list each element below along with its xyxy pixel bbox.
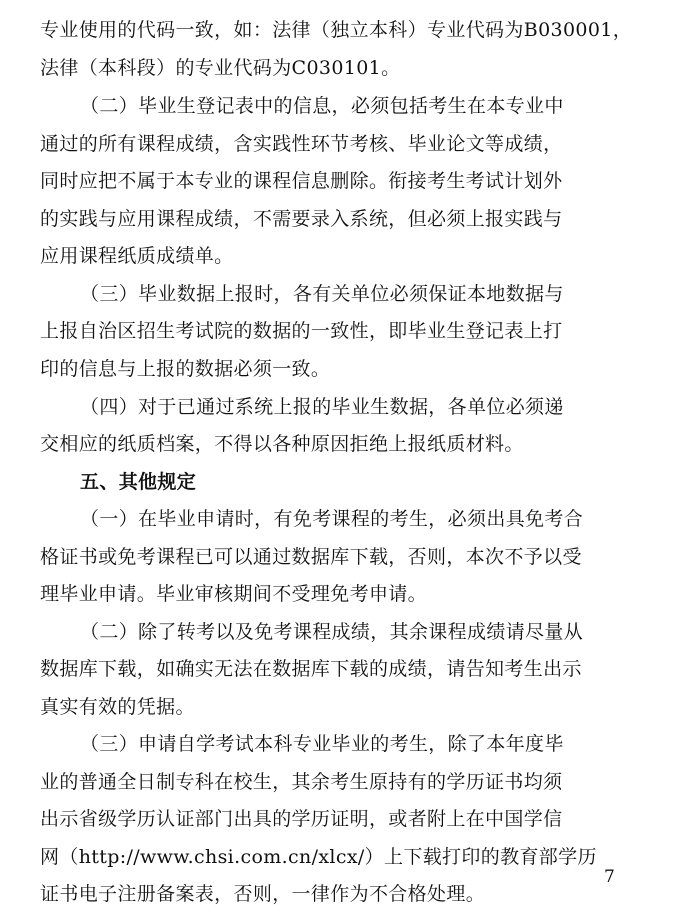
text-line: 理毕业申请。毕业审核期间不受理免考申请。	[40, 583, 428, 605]
text-line: 通过的所有课程成绩，含实践性环节考核、毕业论文等成绩，	[40, 133, 563, 155]
paragraph-start-line: （三）申请自学考试本科专业毕业的考生，除了本年度毕	[80, 733, 564, 755]
text-line: 同时应把不属于本专业的课程信息删除。衔接考生考试计划外	[40, 170, 563, 192]
text-line: 专业使用的代码一致，如：法律（独立本科）专业代码为B030001，	[40, 19, 633, 41]
section-heading: 五、其他规定	[80, 471, 197, 493]
text-line: 应用课程纸质成绩单。	[40, 245, 234, 267]
text-line: 的实践与应用课程成绩，不需要录入系统，但必须上报实践与	[40, 208, 563, 230]
text-line: 上报自治区招生考试院的数据的一致性，即毕业生登记表上打	[40, 320, 563, 342]
page-number: 7	[604, 867, 615, 887]
text-line: 网（http://www.chsi.com.cn/xlcx/）上下载打印的教育部学历	[40, 846, 597, 868]
paragraph-start-line: （四）对于已通过系统上报的毕业生数据，各单位必须递	[80, 396, 564, 418]
text-line: 数据库下载，如确实无法在数据库下载的成绩，请告知考生出示	[40, 658, 582, 680]
text-line: 真实有效的凭据。	[40, 696, 195, 718]
text-line: 格证书或免考课程已可以通过数据库下载，否则，本次不予以受	[40, 546, 582, 568]
text-line: 交相应的纸质档案，不得以各种原因拒绝上报纸质材料。	[40, 433, 524, 455]
text-line: 法律（本科段）的专业代码为C030101。	[40, 57, 401, 79]
paragraph-start-line: （三）毕业数据上报时，各有关单位必须保证本地数据与	[80, 283, 564, 305]
text-line: 业的普通全日制专科在校生，其余考生原持有的学历证书均须	[40, 771, 563, 793]
paragraph-start-line: （二）毕业生登记表中的信息，必须包括考生在本专业中	[80, 95, 564, 117]
paragraph-start-line: （二）除了转考以及免考课程成绩，其余课程成绩请尽量从	[80, 621, 584, 643]
text-line: 印的信息与上报的数据必须一致。	[40, 358, 331, 380]
text-line: 证书电子注册备案表，否则，一律作为不合格处理。	[40, 883, 486, 905]
text-line: 出示省级学历认证部门出具的学历证明，或者附上在中国学信	[40, 808, 563, 830]
paragraph-start-line: （一）在毕业申请时，有免考课程的考生，必须出具免考合	[80, 508, 584, 530]
